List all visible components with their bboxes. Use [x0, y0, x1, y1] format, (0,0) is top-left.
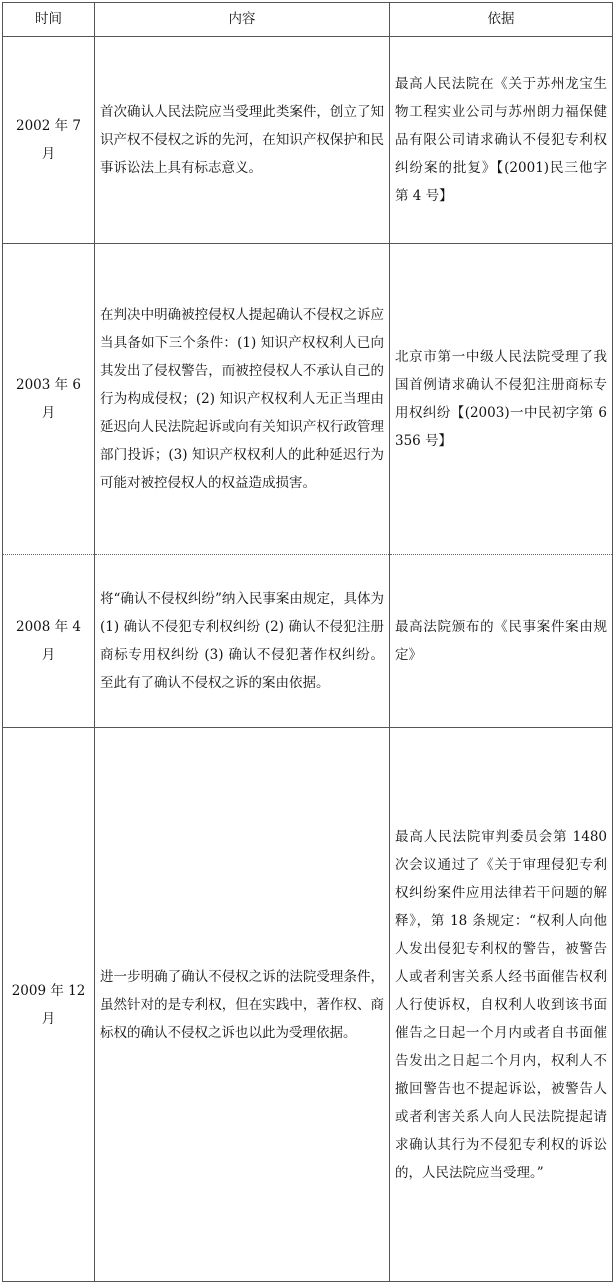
- basis-cell: 最高人民法院在《关于苏州龙宝生物工程实业公司与苏州朗力福保健品有限公司请求确认不侵犯专利权纠纷案的批复》【(2001)民三他字第 4 号】: [390, 37, 613, 244]
- time-cell: 2002 年 7 月: [3, 37, 95, 244]
- header-content: 内容: [95, 3, 390, 37]
- basis-cell: 最高法院颁布的《民事案件案由规定》: [390, 555, 613, 728]
- content-cell: 将“确认不侵权纠纷”纳入民事案由规定，具体为 (1) 确认不侵犯专利权纠纷 (2) 确认不侵犯注册商标专用权纠纷 (3) 确认不侵犯著作权纠纷。至此有了确认不侵权之诉的案由依据。: [95, 555, 390, 728]
- content-cell: 在判决中明确被控侵权人提起确认不侵权之诉应当具备如下三个条件：(1) 知识产权权利人已向其发出了侵权警告，而被控侵权人不承认自己的行为构成侵权；(2) 知识产权权利人无正当理由延迟向人民法院起诉或向有关知识产权行政管理部门投诉；(3) 知识产权权利人的此种延迟行为可能对被控侵权人的权益造成损害。: [95, 244, 390, 555]
- time-cell: 2003 年 6 月: [3, 244, 95, 555]
- header-basis: 依据: [390, 3, 613, 37]
- header-time: 时间: [3, 3, 95, 37]
- content-cell: 首次确认人民法院应当受理此类案件，创立了知识产权不侵权之诉的先河，在知识产权保护和民事诉讼法上具有标志意义。: [95, 37, 390, 244]
- content-cell: 进一步明确了确认不侵权之诉的法院受理条件，虽然针对的是专利权，但在实践中，著作权、商标权的确认不侵权之诉也以此为受理依据。: [95, 728, 390, 1282]
- basis-cell: 最高人民法院审判委员会第 1480 次会议通过了《关于审理侵犯专利权纠纷案件应用法律若干问题的解释》，第 18 条规定：“权利人向他人发出侵犯专利权的警告，被警告人或者利害关系人经书面催告权利人行使诉权，自权利人收到该书面催告之日起一个月内或者自书面催告发出之日起二个月内，权利人不撤回警告也不提起诉讼，被警告人或者利害关系人向人民法院提起请求确认其行为不侵犯专利权的诉讼的，人民法院应当受理。”: [390, 728, 613, 1282]
- table-row: [3, 244, 613, 555]
- header-row: [3, 3, 613, 37]
- table-row: [3, 37, 613, 244]
- legal-timeline-table: [2, 2, 613, 1282]
- time-cell: 2008 年 4 月: [3, 555, 95, 728]
- time-cell: 2009 年 12 月: [3, 728, 95, 1282]
- table-row: [3, 555, 613, 728]
- table-row: [3, 728, 613, 1282]
- basis-cell: 北京市第一中级人民法院受理了我国首例请求确认不侵犯注册商标专用权纠纷【(2003)一中民初字第 6356 号】: [390, 244, 613, 555]
